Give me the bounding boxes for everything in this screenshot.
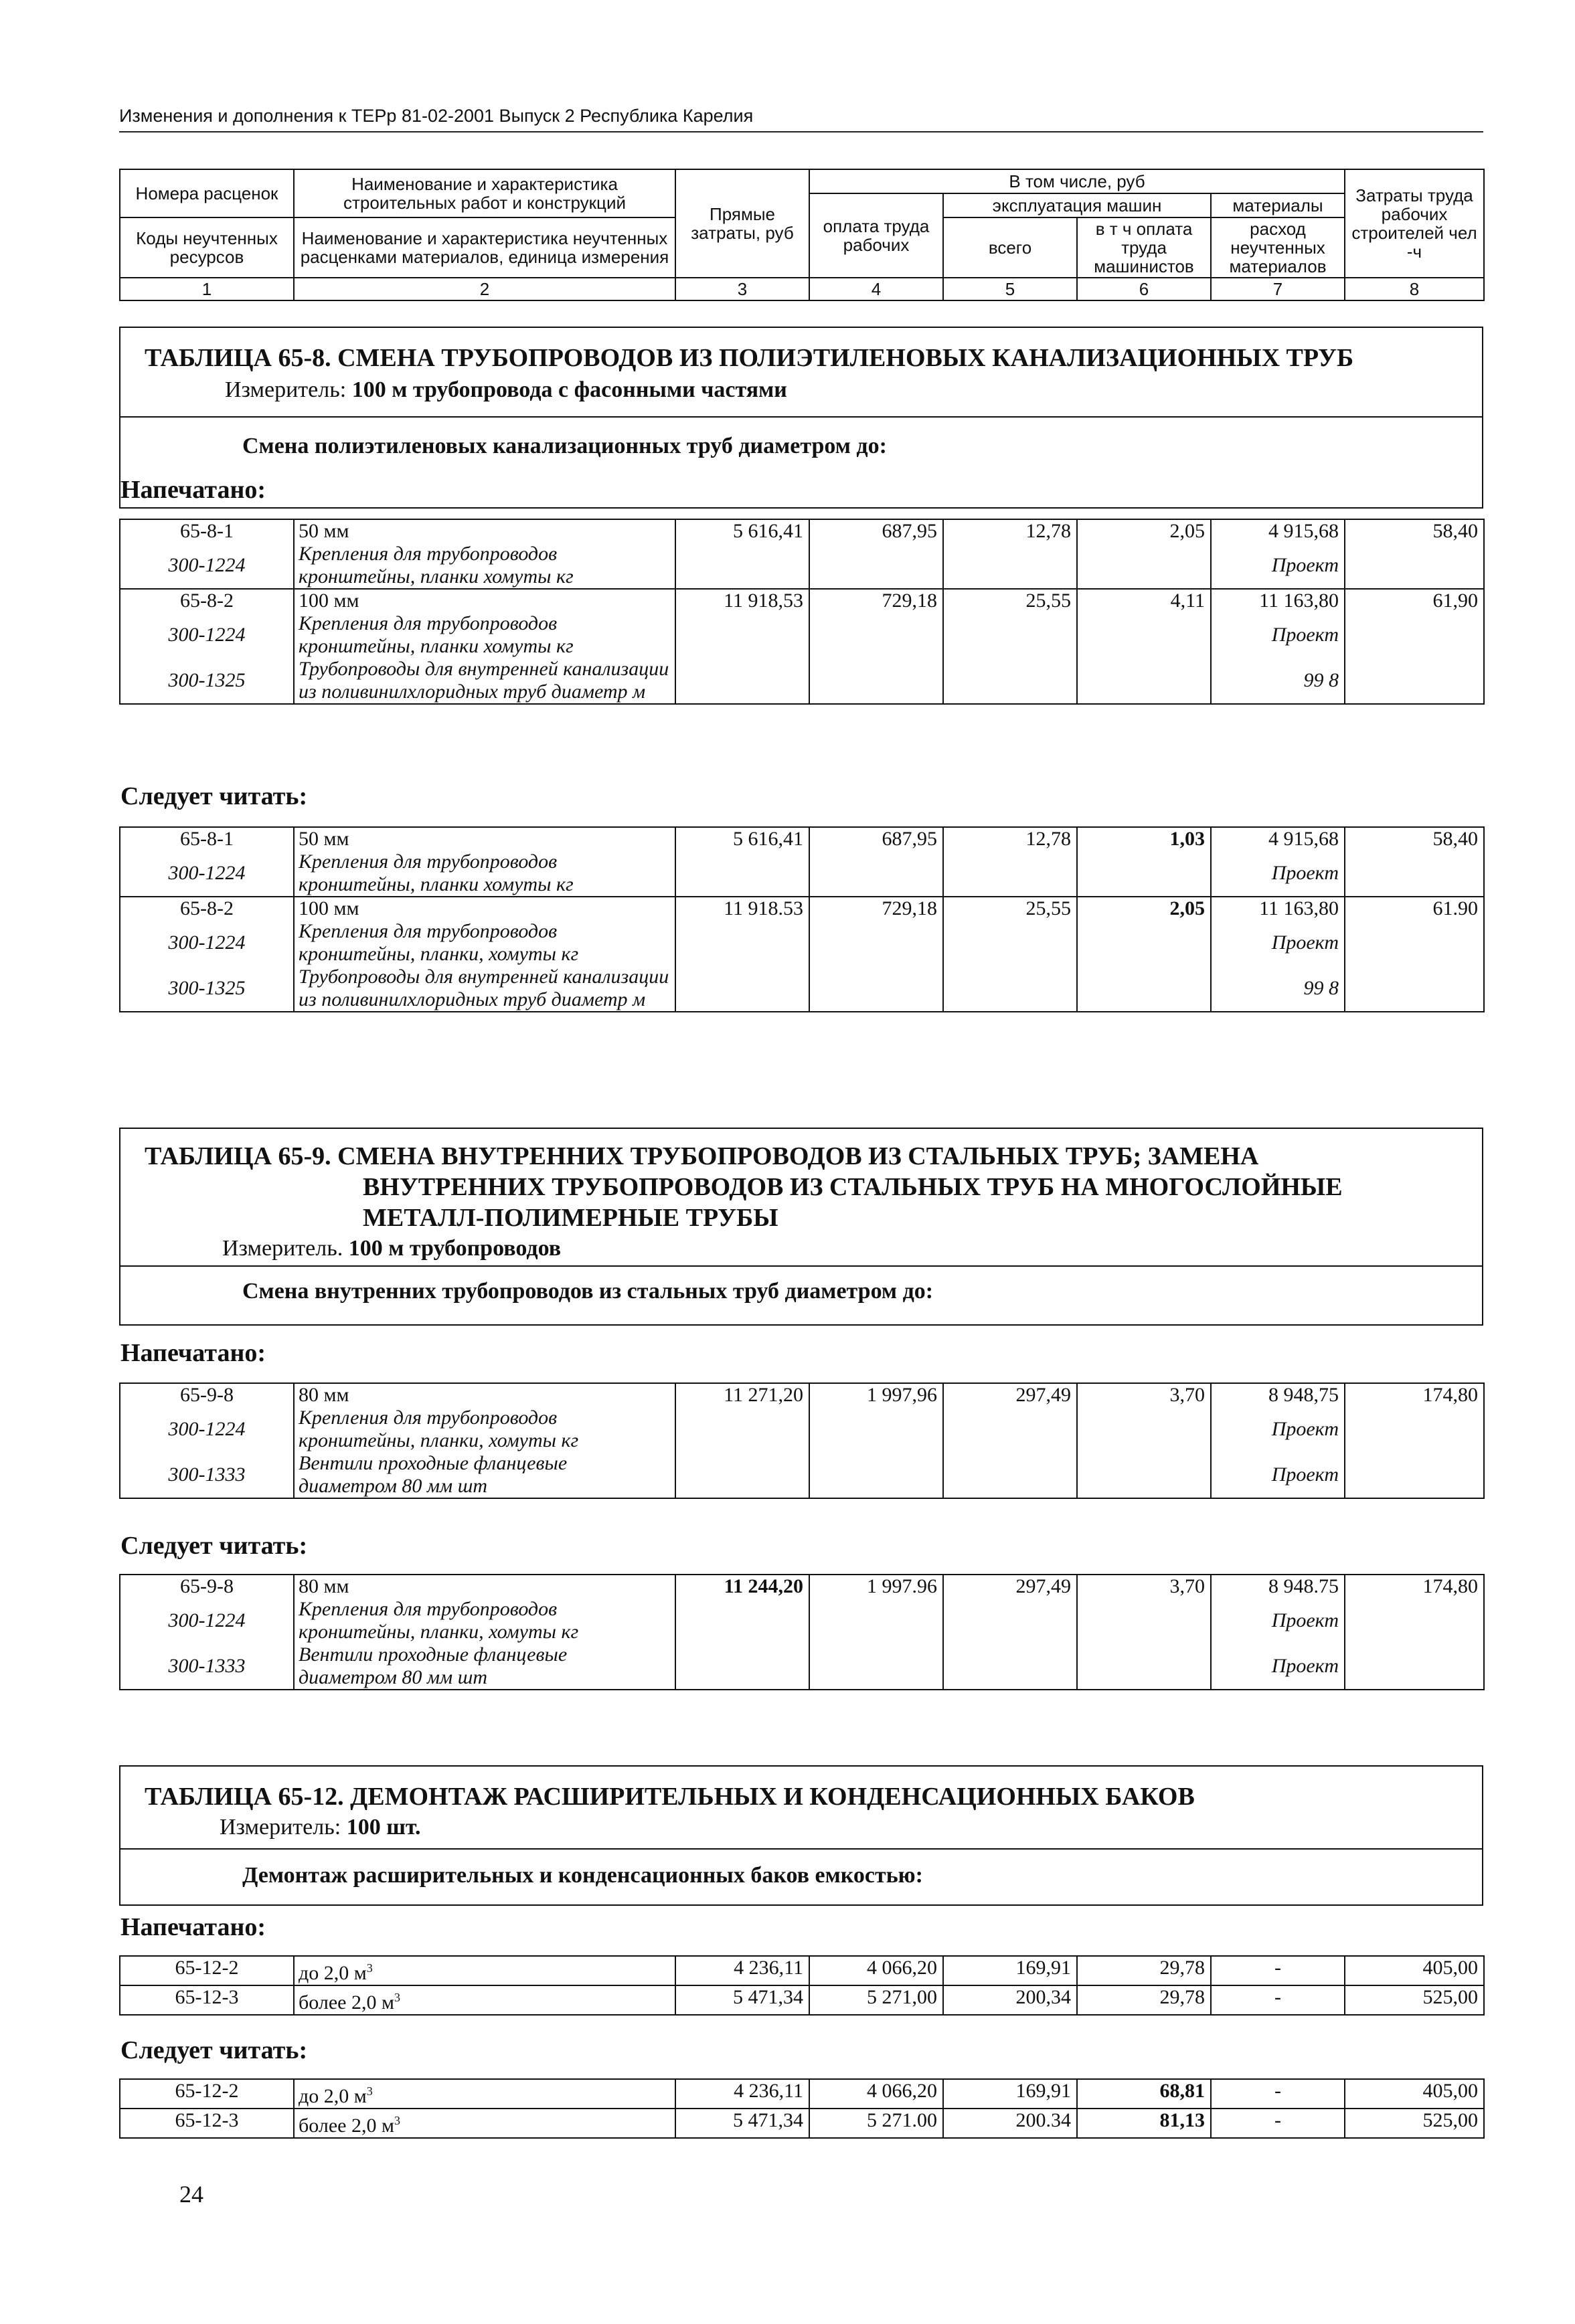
value-cell: 5 471,34 <box>675 2109 809 2138</box>
value-cell: 12,78 <box>943 827 1077 851</box>
value-cell: 5 271.00 <box>809 2109 943 2138</box>
value-cell: 61.90 <box>1345 897 1484 920</box>
value-cell: 81,13 <box>1077 2109 1211 2138</box>
value-cell: 11 244,20 <box>675 1575 809 1598</box>
materials-head: материалы <box>1211 193 1345 217</box>
code-cell: 65-9-8 <box>120 1575 294 1598</box>
value-cell: Проект <box>1211 1407 1345 1452</box>
value-cell: 11 163,80 <box>1211 897 1345 920</box>
value-cell: 3,70 <box>1077 1383 1211 1407</box>
value-cell: - <box>1211 1956 1345 1985</box>
col-num: 5 <box>943 278 1077 300</box>
value-cell: 1 997,96 <box>809 1383 943 1407</box>
col1-head-a: Номера расценок <box>120 169 294 217</box>
col3-head: Прямые затраты, руб <box>675 169 809 278</box>
value-cell: 61,90 <box>1345 589 1484 612</box>
table-row <box>120 1383 1484 1407</box>
value-cell: Проект <box>1211 1643 1345 1690</box>
col6-head: в т ч оплата труда машинистов <box>1077 217 1211 278</box>
value-cell: 5 616,41 <box>675 519 809 543</box>
table-title: ТАБЛИЦА 65-9. СМЕНА ВНУТРЕННИХ ТРУБОПРОВОДОВ ИЗ СТАЛЬНЫХ ТРУБ; ЗАМЕНА <box>145 1142 1259 1170</box>
code-cell: 65-8-1 <box>120 827 294 851</box>
table-row <box>120 897 1484 920</box>
read-label: Следует читать: <box>120 1532 308 1560</box>
name-cell: Трубопроводы для внутренней канализации из поливинилхлоридных труб диаметр м <box>294 966 675 1012</box>
code-cell: 300-1224 <box>120 543 294 589</box>
code-cell: 65-8-2 <box>120 897 294 920</box>
value-cell: 11 918,53 <box>675 589 809 612</box>
col2-head-b: Наименование и характеристика неучтенных расценками материалов, единица измерения <box>294 217 675 278</box>
value-cell: 4 915,68 <box>1211 519 1345 543</box>
table-row <box>120 920 1484 966</box>
value-cell: 58,40 <box>1345 827 1484 851</box>
value-cell: 525,00 <box>1345 1985 1484 2015</box>
table-subheading: Демонтаж расширительных и конденсационных баков емкостью: <box>120 1848 1482 1903</box>
value-cell: 99 8 <box>1211 658 1345 704</box>
value-cell: 729,18 <box>809 897 943 920</box>
table-row <box>120 1985 1484 2015</box>
value-cell: 8 948,75 <box>1211 1383 1345 1407</box>
code-cell: 300-1333 <box>120 1452 294 1498</box>
value-cell: Проект <box>1211 851 1345 897</box>
value-cell: 174,80 <box>1345 1383 1484 1407</box>
col8-head: Затраты труда рабочих строителей чел -ч <box>1345 169 1484 278</box>
page-number: 24 <box>179 2181 203 2208</box>
table-65-8-printed <box>119 519 1485 705</box>
code-cell: 300-1224 <box>120 851 294 897</box>
value-cell: 174,80 <box>1345 1575 1484 1598</box>
code-cell: 300-1224 <box>120 1598 294 1643</box>
col4-head: оплата труда рабочих <box>809 193 943 278</box>
value-cell: 3,70 <box>1077 1575 1211 1598</box>
name-cell: Крепления для трубопроводов кронштейны, планки, хомуты кг <box>294 1598 675 1643</box>
value-cell: 29,78 <box>1077 1956 1211 1985</box>
col5-head: всего <box>943 217 1077 278</box>
value-cell: 25,55 <box>943 897 1077 920</box>
value-cell: 297,49 <box>943 1575 1077 1598</box>
table-title: ТАБЛИЦА 65-12. ДЕМОНТАЖ РАСШИРИТЕЛЬНЫХ И КОНДЕНСАЦИОННЫХ БАКОВ <box>145 1783 1195 1811</box>
table-measure: Измеритель: 100 м трубопровода с фасонными частями <box>225 377 787 402</box>
table-65-12-corrected <box>119 2078 1485 2139</box>
code-cell: 300-1224 <box>120 1407 294 1452</box>
value-cell: 1,03 <box>1077 827 1211 851</box>
col7-head: расход неучтенных материалов <box>1211 217 1345 278</box>
table-subheading: Смена внутренних трубопроводов из стальных труб диаметром до: <box>120 1265 1482 1316</box>
value-cell: 200.34 <box>943 2109 1077 2138</box>
table-row <box>120 2109 1484 2138</box>
name-cell: Вентили проходные фланцевые диаметром 80 мм шт <box>294 1643 675 1690</box>
table-row <box>120 827 1484 851</box>
name-cell: Крепления для трубопроводов кронштейны, планки, хомуты кг <box>294 1407 675 1452</box>
code-cell: 65-9-8 <box>120 1383 294 1407</box>
value-cell: 11 163,80 <box>1211 589 1345 612</box>
table-row <box>120 851 1484 897</box>
table-row <box>120 543 1484 589</box>
code-cell: 65-8-1 <box>120 519 294 543</box>
table-row <box>120 1575 1484 1598</box>
value-cell: 8 948.75 <box>1211 1575 1345 1598</box>
read-label: Следует читать: <box>120 782 308 810</box>
name-cell: 50 мм <box>294 519 675 543</box>
code-cell: 300-1333 <box>120 1643 294 1690</box>
value-cell: 11 271,20 <box>675 1383 809 1407</box>
table-row <box>120 612 1484 658</box>
value-cell: 169,91 <box>943 2079 1077 2109</box>
table-row <box>120 1598 1484 1643</box>
read-label: Следует читать: <box>120 2036 308 2064</box>
value-cell: 4 066,20 <box>809 1956 943 1985</box>
table-65-8-section <box>119 327 1483 509</box>
code-cell: 65-12-2 <box>120 1956 294 1985</box>
header-rule <box>119 131 1483 132</box>
value-cell: 687,95 <box>809 827 943 851</box>
value-cell: - <box>1211 2109 1345 2138</box>
table-measure: Измеритель: 100 шт. <box>220 1815 421 1840</box>
table-65-9-section <box>119 1128 1483 1326</box>
name-cell: до 2,0 $м^3$ <box>294 1956 675 1985</box>
value-cell: - <box>1211 1985 1345 2015</box>
value-cell: 5 471,34 <box>675 1985 809 2015</box>
table-row <box>120 966 1484 1012</box>
name-cell: Крепления для трубопроводов кронштейны, планки, хомуты кг <box>294 920 675 966</box>
name-cell: 100 мм <box>294 589 675 612</box>
value-cell: 25,55 <box>943 589 1077 612</box>
printed-label: Напечатано: <box>120 1913 266 1941</box>
value-cell: 1 997.96 <box>809 1575 943 1598</box>
value-cell: 5 271,00 <box>809 1985 943 2015</box>
value-cell: 729,18 <box>809 589 943 612</box>
code-cell: 65-8-2 <box>120 589 294 612</box>
table-65-9-corrected <box>119 1574 1485 1690</box>
printed-label: Напечатано: <box>120 476 266 504</box>
name-cell: Крепления для трубопроводов кронштейны, планки хомуты кг <box>294 543 675 589</box>
value-cell: 2,05 <box>1077 897 1211 920</box>
value-cell: 169,91 <box>943 1956 1077 1985</box>
table-row <box>120 1643 1484 1690</box>
table-row <box>120 2079 1484 2109</box>
table-65-8-corrected <box>119 826 1485 1012</box>
col-num: 4 <box>809 278 943 300</box>
name-cell: Трубопроводы для внутренней канализации из поливинилхлоридных труб диаметр м <box>294 658 675 704</box>
col-num: 7 <box>1211 278 1345 300</box>
table-65-12-section <box>119 1765 1483 1906</box>
name-cell: 50 мм <box>294 827 675 851</box>
name-cell: более 2,0 $м^3$ <box>294 1985 675 2015</box>
name-cell: 100 мм <box>294 897 675 920</box>
name-cell: более 2,0 $м^3$ <box>294 2109 675 2138</box>
col-num: 1 <box>120 278 294 300</box>
value-cell: 11 918.53 <box>675 897 809 920</box>
name-cell: Крепления для трубопроводов кронштейны, планки хомуты кг <box>294 612 675 658</box>
value-cell: 687,95 <box>809 519 943 543</box>
table-65-9-printed <box>119 1382 1485 1499</box>
table-row <box>120 589 1484 612</box>
table-row <box>120 1956 1484 1985</box>
value-cell: 4 236,11 <box>675 2079 809 2109</box>
name-cell: 80 мм <box>294 1575 675 1598</box>
name-cell: Вентили проходные фланцевые диаметром 80 мм шт <box>294 1452 675 1498</box>
code-cell: 300-1224 <box>120 612 294 658</box>
table-title: МЕТАЛЛ-ПОЛИМЕРНЫЕ ТРУБЫ <box>363 1204 778 1232</box>
value-cell: 405,00 <box>1345 2079 1484 2109</box>
value-cell: 297,49 <box>943 1383 1077 1407</box>
table-subheading: Смена полиэтиленовых канализационных труб диаметром до: <box>120 416 1482 474</box>
value-cell: 58,40 <box>1345 519 1484 543</box>
col1-head-b: Коды неучтенных ресурсов <box>120 217 294 278</box>
code-cell: 300-1325 <box>120 966 294 1012</box>
value-cell: 4 915,68 <box>1211 827 1345 851</box>
machines-head: эксплуатация машин <box>943 193 1211 217</box>
printed-label: Напечатано: <box>120 1339 266 1367</box>
code-cell: 300-1224 <box>120 920 294 966</box>
table-row <box>120 519 1484 543</box>
value-cell: 29,78 <box>1077 1985 1211 2015</box>
name-cell: до 2,0 $м^3$ <box>294 2079 675 2109</box>
value-cell: 12,78 <box>943 519 1077 543</box>
col-num: 2 <box>294 278 675 300</box>
table-row <box>120 1407 1484 1452</box>
value-cell: 99 8 <box>1211 966 1345 1012</box>
name-cell: Крепления для трубопроводов кронштейны, планки хомуты кг <box>294 851 675 897</box>
col-num: 8 <box>1345 278 1484 300</box>
col-num: 6 <box>1077 278 1211 300</box>
table-65-12-printed <box>119 1955 1485 2016</box>
value-cell: 405,00 <box>1345 1956 1484 1985</box>
value-cell: Проект <box>1211 612 1345 658</box>
value-cell: 4 066,20 <box>809 2079 943 2109</box>
col-num: 3 <box>675 278 809 300</box>
value-cell: 200,34 <box>943 1985 1077 2015</box>
code-cell: 65-12-2 <box>120 2079 294 2109</box>
code-cell: 65-12-3 <box>120 1985 294 2015</box>
col2-head-a: Наименование и характеристика строительных работ и конструкций <box>294 169 675 217</box>
code-cell: 300-1325 <box>120 658 294 704</box>
code-cell: 65-12-3 <box>120 2109 294 2138</box>
table-measure: Измеритель. 100 м трубопроводов <box>222 1236 562 1261</box>
value-cell: Проект <box>1211 920 1345 966</box>
table-row <box>120 1452 1484 1498</box>
value-cell: 68,81 <box>1077 2079 1211 2109</box>
value-cell: 2,05 <box>1077 519 1211 543</box>
value-cell: 4 236,11 <box>675 1956 809 1985</box>
page-header: Изменения и дополнения к ТЕРр 81-02-2001 Выпуск 2 Республика Карелия <box>119 106 754 126</box>
value-cell: - <box>1211 2079 1345 2109</box>
value-cell: Проект <box>1211 1598 1345 1643</box>
value-cell: Проект <box>1211 543 1345 589</box>
value-cell: 5 616,41 <box>675 827 809 851</box>
column-header-table <box>119 169 1485 301</box>
value-cell: 4,11 <box>1077 589 1211 612</box>
table-row <box>120 658 1484 704</box>
name-cell: 80 мм <box>294 1383 675 1407</box>
table-title: ТАБЛИЦА 65-8. СМЕНА ТРУБОПРОВОДОВ ИЗ ПОЛИЭТИЛЕНОВЫХ КАНАЛИЗАЦИОННЫХ ТРУБ <box>145 344 1354 372</box>
table-title: ВНУТРЕННИХ ТРУБОПРОВОДОВ ИЗ СТАЛЬНЫХ ТРУБ НА МНОГОСЛОЙНЫЕ <box>363 1173 1343 1201</box>
value-cell: Проект <box>1211 1452 1345 1498</box>
value-cell: 525,00 <box>1345 2109 1484 2138</box>
incl-head: В том числе, руб <box>809 169 1345 193</box>
